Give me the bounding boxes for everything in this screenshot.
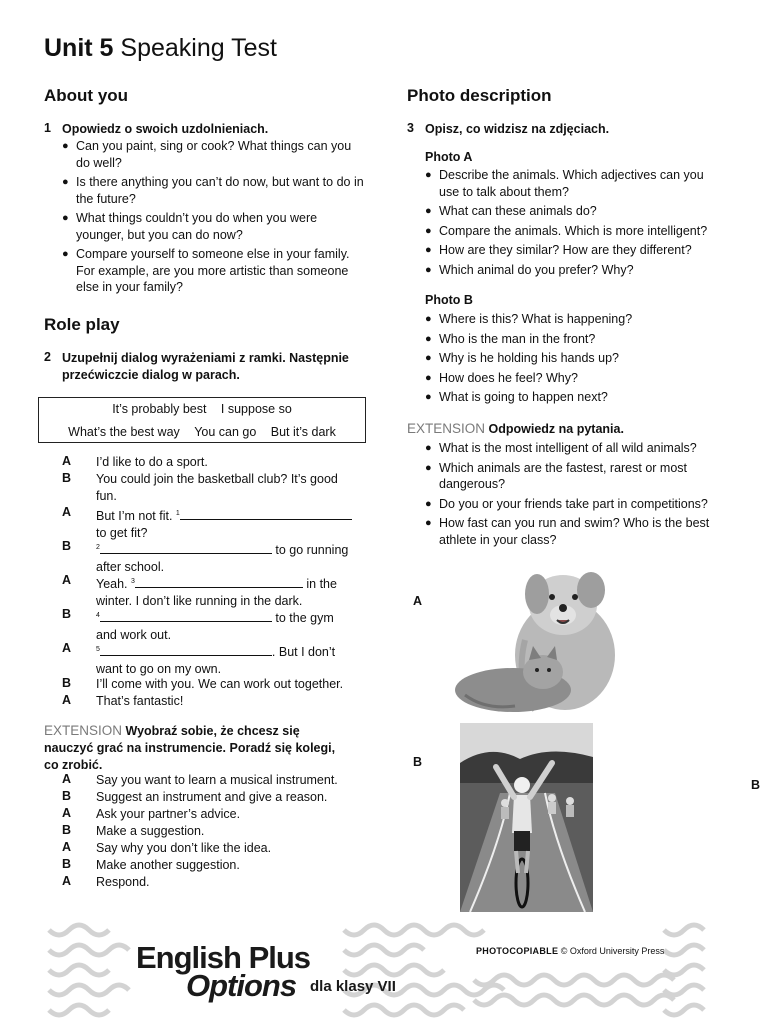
speaker-label: A [62,874,72,888]
title-text: Speaking Test [120,34,277,62]
gap-number: 4 [96,612,100,619]
photo-a-bullet: ● Which animal do you prefer? Why? [425,262,725,279]
about-bullet: ● Is there anything you can’t do now, but want to do in the future? [62,174,364,207]
dialogue-text: That’s fantastic! [96,694,184,708]
speaker-label: B [62,789,72,803]
extension-text: Say why you don’t like the idea. [96,841,272,855]
q2-number: 2 [44,350,51,364]
dialogue-text-line: in the [302,577,337,592]
speaker-label: A [62,641,72,655]
extension-text: Make another suggestion. [96,858,240,872]
extension-text: Say you want to learn a musical instrument. [96,773,338,787]
photo-b-bullets [425,311,725,409]
dialogue-text-line: want to go on my own. [96,662,222,677]
photo-b-bullet: ● What is going to happen next? [425,389,725,406]
photocopiable-label: PHOTOCOPIABLE [476,946,559,956]
extension-bullet: ● Do you or your friends take part in competitions? [425,496,725,513]
answer-gap[interactable] [135,576,303,588]
answer-gap[interactable] [100,610,272,622]
photo-a-label: Photo A [425,150,473,164]
speaker-label: B [62,607,72,621]
speaker-label: A [62,772,72,786]
extension-instruction: Odpowiedz na pytania. [488,422,624,436]
about-bullet: ● Can you paint, sing or cook? What things can you do well? [62,138,364,171]
photo-extension [407,420,727,438]
photo-a-bullet: ● Compare the animals. Which is more intelligent? [425,223,725,240]
extension-bullet: ● How fast can you run and swim? Who is the best athlete in your class? [425,515,725,548]
dialogue-text-line: . But I don’t [271,645,336,660]
extension-instruction: Wyobraź sobie, że chcesz się nauczyć grać na instrumencie. Poradź się kolegi, co zrobić. [44,724,336,772]
dialogue-text [96,471,361,505]
photocopiable-notice [476,946,664,956]
phrase-box-row [39,398,365,421]
answer-gap[interactable] [100,644,272,656]
dialogue-text: I’d like to do a sport. [96,455,208,469]
speaker-label: A [62,454,72,468]
phrase: What’s the best way [68,425,180,439]
speaker-label: B [62,823,72,837]
photo-b-label: Photo B [425,293,473,307]
brand-subtitle: dla klasy VII [310,978,396,995]
about-heading: About you [44,86,129,105]
photo-b-bullet: ● How does he feel? Why? [425,370,725,387]
phrase: It’s probably best [112,402,207,416]
dialogue-text [96,539,361,576]
phrase-box-row [39,421,365,444]
speaker-label: A [62,573,72,587]
extension-text: Ask your partner’s advice. [96,807,241,821]
extension-text: Make a suggestion. [96,824,205,838]
cyclist-photo [460,723,593,912]
brand-logo-line1: English Plus [136,940,311,975]
phrase: But it’s dark [270,425,336,439]
dialogue-text-line: to get fit? [96,526,148,541]
phrase: I suppose so [220,402,292,416]
roleplay-extension [44,722,344,774]
extension-text: Respond. [96,875,150,889]
answer-gap[interactable] [180,508,352,520]
stray-b-label: B [751,778,761,792]
dialogue-text-line: You could join the basketball club? It’s good [96,472,338,486]
q2-instruction: Uzupełnij dialog wyrażeniami z ramki. Następnie przećwiczcie dialog w parach. [62,351,349,382]
phrase: You can go [194,425,257,439]
dialogue-text [96,641,361,678]
image-b-label: B [413,755,423,769]
dialogue-text-line: to the gym [271,611,334,626]
photo-heading: Photo description [407,86,552,105]
photo-a-bullets [425,167,725,281]
q3-instruction: Opisz, co widzisz na zdjęciach. [425,122,610,136]
dog-and-cat-photo [455,560,633,720]
unit-number: Unit 5 [44,34,114,62]
dialogue-text [96,505,361,542]
photo-b-bullet: ● Where is this? What is happening? [425,311,725,328]
dialogue-text-line: after school. [96,560,165,575]
brand-logo-line2: Options [186,968,297,1003]
gap-number: 2 [96,544,100,551]
dialogue-text-line: to go running [271,543,349,558]
footer-banner [44,920,722,1018]
extension-label: EXTENSION [44,723,123,738]
dialogue-text-line: winter. I don’t like running in the dark. [96,594,303,609]
extension-text: Suggest an instrument and give a reason. [96,790,328,804]
photo-extension-bullets [425,440,725,551]
speaker-label: A [62,806,72,820]
image-a-label: A [413,594,423,608]
speaker-label: A [62,693,72,707]
speaker-label: B [62,539,72,553]
page-title [44,34,277,63]
copyright-text: © Oxford University Press [560,946,665,956]
extension-bullet: ● Which animals are the fastest, rarest or most dangerous? [425,460,725,493]
speaker-label: B [62,676,72,690]
about-bullet: ● Compare yourself to someone else in your family. For example, are you more artistic than someone else in your family? [62,246,364,296]
dialogue-text-line: and work out. [96,628,172,643]
dialogue-text [96,607,361,644]
dialogue-text-line: But I’m not fit. [96,509,176,524]
gap-number: 1 [175,510,180,517]
photo-b-bullet: ● Why is he holding his hands up? [425,350,725,367]
photo-a-bullet: ● How are they similar? How are they different? [425,242,725,259]
dialogue-text-line: fun. [96,489,117,503]
extension-bullet: ● What is the most intelligent of all wild animals? [425,440,725,457]
speaker-label: B [62,857,72,871]
photo-a-bullet: ● Describe the animals. Which adjectives can you use to talk about them? [425,167,725,200]
about-bullet: ● What things couldn’t you do when you were younger, but you can do now? [62,210,364,243]
gap-number: 3 [131,578,135,585]
about-bullet-list [62,138,364,299]
speaker-label: A [62,505,72,519]
phrase-box [38,397,366,443]
answer-gap[interactable] [100,542,272,554]
q1-instruction: Opowiedz o swoich uzdolnieniach. [62,122,269,136]
speaker-label: B [62,471,72,485]
dialogue-text-line: Yeah. [96,577,131,592]
speaker-label: A [62,840,72,854]
roleplay-heading: Role play [44,315,120,334]
gap-number: 5 [96,646,100,653]
dialogue-text: I’ll come with you. We can work out together. [96,677,344,691]
q3-number: 3 [407,121,414,135]
dialogue-text [96,573,361,610]
photo-b-bullet: ● Who is the man in the front? [425,331,725,348]
extension-label: EXTENSION [407,421,486,436]
q1-number: 1 [44,121,51,135]
photo-a-bullet: ● What can these animals do? [425,203,725,220]
